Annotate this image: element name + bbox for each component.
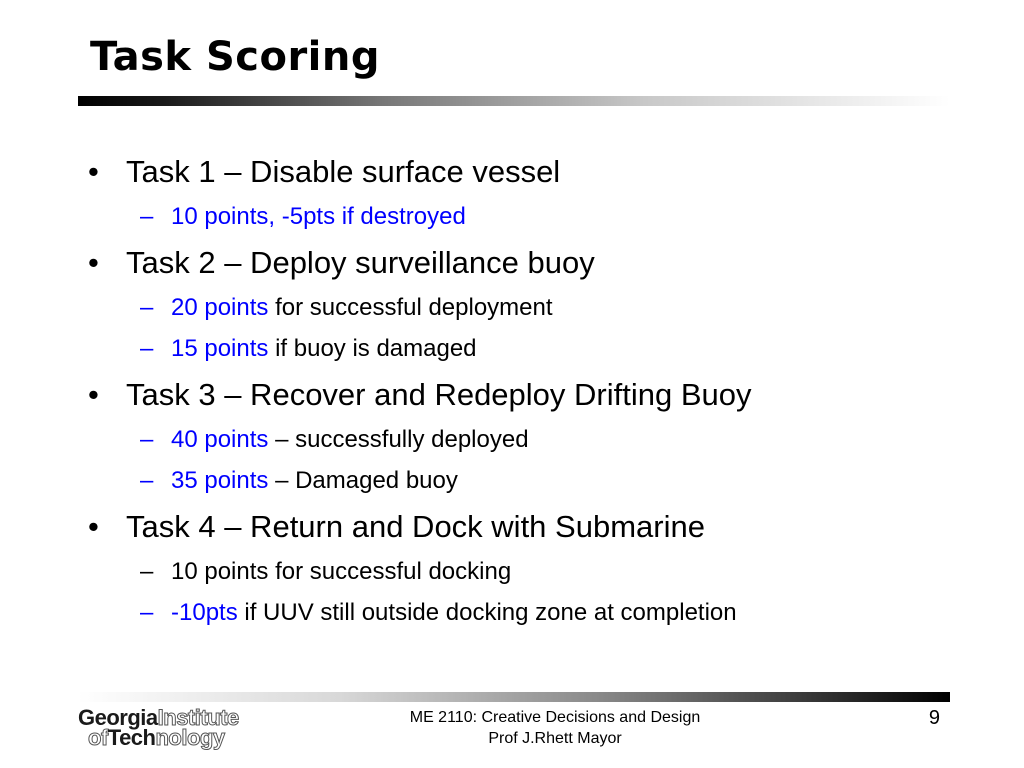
task-list <box>88 152 988 629</box>
footer-divider <box>78 692 950 702</box>
task-1-heading: • Task 1 – Disable surface vessel <box>88 152 988 192</box>
dash-icon: – <box>140 426 154 453</box>
dash-icon: – <box>140 599 154 626</box>
bullet-icon: • <box>88 509 99 544</box>
task-4-heading: • Task 4 – Return and Dock with Submarine <box>88 507 988 547</box>
bullet-icon: • <box>88 245 99 280</box>
dash-icon: – <box>140 558 154 585</box>
georgia-tech-logo: GeorgiaInstitute ofTechnology <box>78 705 239 750</box>
footer-course-info <box>355 707 755 749</box>
dash-icon: – <box>140 335 154 362</box>
task-3-item-1: – 40 points – successfully deployed <box>88 423 988 456</box>
task-3-heading: • Task 3 – Recover and Redeploy Drifting Buoy <box>88 375 988 415</box>
dash-icon: – <box>140 294 154 321</box>
task-2-item-2: – 15 points if buoy is damaged <box>88 332 988 365</box>
task-2-heading: • Task 2 – Deploy surveillance buoy <box>88 243 988 283</box>
page-number: 9 <box>928 707 940 729</box>
title-divider <box>78 96 950 106</box>
course-name: ME 2110: Creative Decisions and Design <box>409 709 701 726</box>
task-2-item-1: – 20 points for successful deployment <box>88 291 988 324</box>
dash-icon: – <box>140 203 154 230</box>
task-3-item-2: – 35 points – Damaged buoy <box>88 464 988 497</box>
professor-name: Prof J.Rhett Mayor <box>488 730 622 747</box>
dash-icon: – <box>140 467 154 494</box>
task-4-item-2: – -10pts if UUV still outside docking zone at completion <box>88 596 988 629</box>
task-4-item-1: – 10 points for successful docking <box>88 555 988 588</box>
bullet-icon: • <box>88 377 99 412</box>
bullet-icon: • <box>88 154 99 189</box>
slide-title: Task Scoring <box>90 34 381 80</box>
task-1-item-1: – 10 points, -5pts if destroyed <box>88 200 988 233</box>
